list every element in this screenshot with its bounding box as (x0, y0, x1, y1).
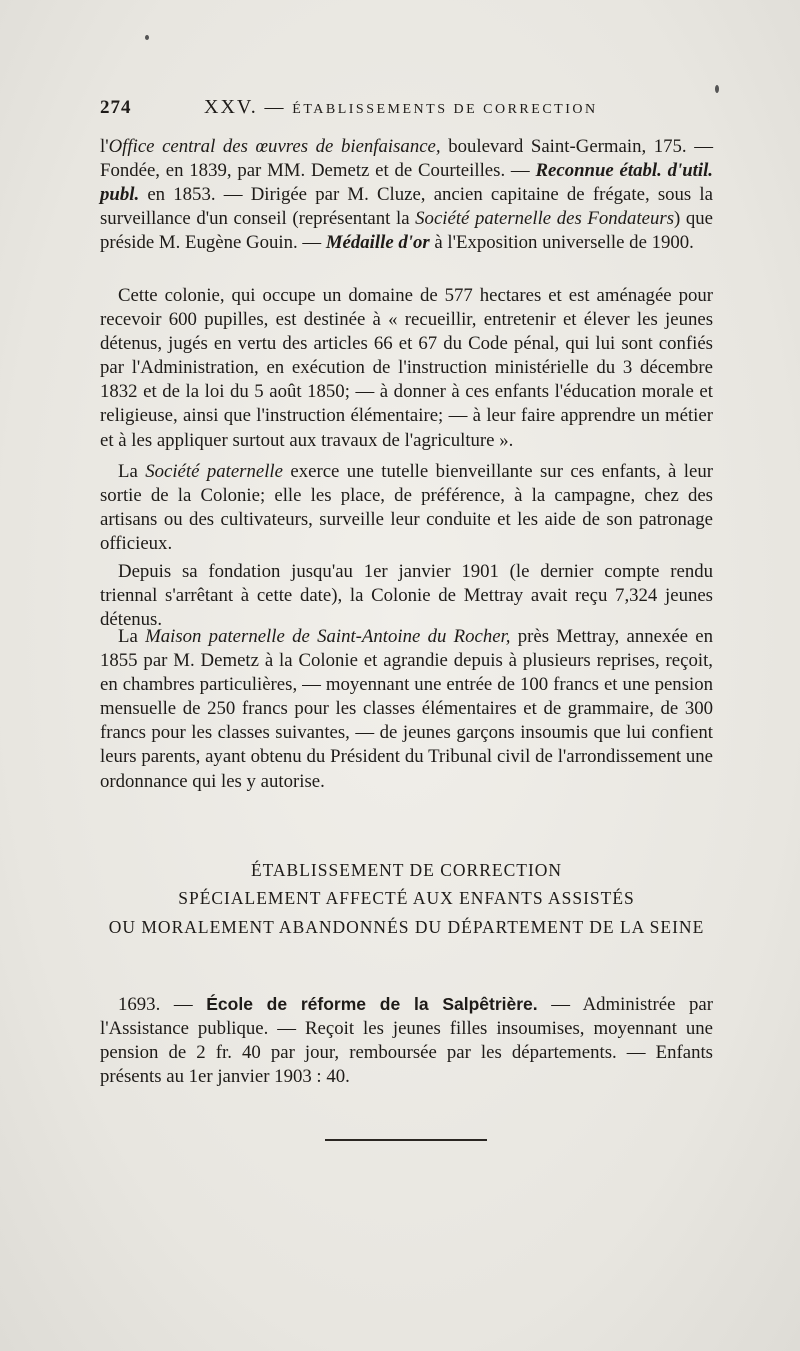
section-heading-line-3: OU MORALEMENT ABANDONNÉS DU DÉPARTEMENT DE LA SEINE (108, 917, 705, 937)
page-number: 274 (100, 97, 132, 118)
italic-run: Office central des œuvres de bienfaisance, (108, 136, 441, 157)
text-run: Cette colonie, qui occupe un domaine de 577 hectares et est aménagée pour recevoir 600 pupilles, est destinée à « recueillir, entretenir et élever les jeunes détenus, jugés en vertu des articles 66 et 67 du Code pénal, qui lui sont confiés par l'Administration, en exécution de l'instruction ministérielle du 3 décembre 1832 et de la loi du 5 août 1850; — à donner à ces enfants l'éducation morale et religieuse, ainsi que l'instruction élémentaire; — à leur faire apprendre un métier et à les appliquer surtout aux travaux de l'agriculture ». (100, 285, 713, 451)
header-dash: — (264, 97, 286, 118)
paragraph-text (100, 560, 713, 632)
entry-body: — Administrée par l'Assistance publique. — Reçoit les jeunes filles insoumises, moyennant une pension de 2 fr. 40 par jour, remboursée par les départements. — Enfants présents au 1er janvier 1903 : 40. (100, 994, 714, 1088)
section-heading-line-2: SPÉCIALEMENT AFFECTÉ AUX ENFANTS ASSISTÉS (178, 888, 635, 908)
entry-dash: — (160, 994, 207, 1015)
italic-run: Société paternelle des Fondateurs (415, 208, 675, 230)
text-run: boulevard Saint-Germain, 175. — Fondée, en 1839, par MM. Demetz et de Courteilles. — (100, 136, 713, 182)
paper-speck (145, 35, 149, 40)
text-run: La (118, 626, 146, 647)
text-run: exerce une tutelle bienveillante sur ces enfants, à leur sortie de la Colonie; elle les place, de préférence, à la campagne, chez des artisans ou des cultivateurs, surveille leur conduite et les aide de son patronage officieux. (100, 461, 713, 555)
paragraph-text (100, 625, 713, 794)
text-run: l' (100, 136, 109, 157)
chapter-number: XXV. (204, 96, 258, 118)
entry-salpetriere (100, 992, 713, 1089)
running-header (100, 96, 713, 119)
text-run: Depuis sa fondation jusqu'au 1er janvier 1901 (le dernier compte rendu triennal s'arrêtant à cette date), la Colonie de Mettray avait reçu 7,324 jeunes détenus. (100, 561, 713, 631)
paragraph-text (100, 460, 713, 556)
paragraph-maison-paternelle (100, 625, 713, 794)
paragraph-office-central (100, 135, 713, 255)
paragraph-fondation (100, 560, 713, 632)
entry-text (100, 992, 713, 1089)
text-run: La (118, 461, 146, 482)
paragraph-colonie (100, 284, 713, 453)
text-run: en 1853. — Dirigée par M. Cluze, ancien capitaine de frégate, sous la surveillance d'un conseil (représentant la (100, 184, 713, 230)
text-run: ) que préside M. Eugène Gouin. — (100, 208, 714, 254)
italic-run: Société paternelle (145, 461, 283, 482)
entry-title: École de réforme de la Salpêtrière. (206, 994, 538, 1014)
text-run: à l'Exposition universelle de 1900. (429, 232, 694, 254)
horizontal-rule (325, 1139, 487, 1141)
italic-run: Médaille d'or (325, 232, 430, 254)
paragraph-text (100, 135, 713, 255)
paragraph-societe-paternelle (100, 460, 713, 556)
section-heading-line-1: ÉTABLISSEMENT DE CORRECTION (250, 860, 563, 880)
italic-run: Maison paternelle de Saint-Antoine du Rocher, (145, 626, 511, 647)
chapter-title: ÉTABLISSEMENTS DE CORRECTION (292, 102, 598, 117)
paragraph-text (100, 284, 713, 453)
entry-number: 1693. (118, 994, 161, 1015)
italic-run: Reconnue établ. d'util. publ. (100, 160, 713, 206)
text-run: près Mettray, annexée en 1855 par M. Demetz à la Colonie et agrandie depuis à plusieurs reprises, reçoit, en chambres particulières, — moyennant une entrée de 100 francs et une pension mensuelle de 250 francs pour les classes élémentaires et de grammaire, de 300 francs pour les classes suivantes, — de jeunes garçons insoumis que lui confient leurs parents, ayant obtenu du Président du Tribunal civil de l'arrondissement une ordonnance qui les y autorise. (100, 626, 713, 792)
running-title (204, 96, 598, 119)
paper-speck (715, 85, 719, 93)
